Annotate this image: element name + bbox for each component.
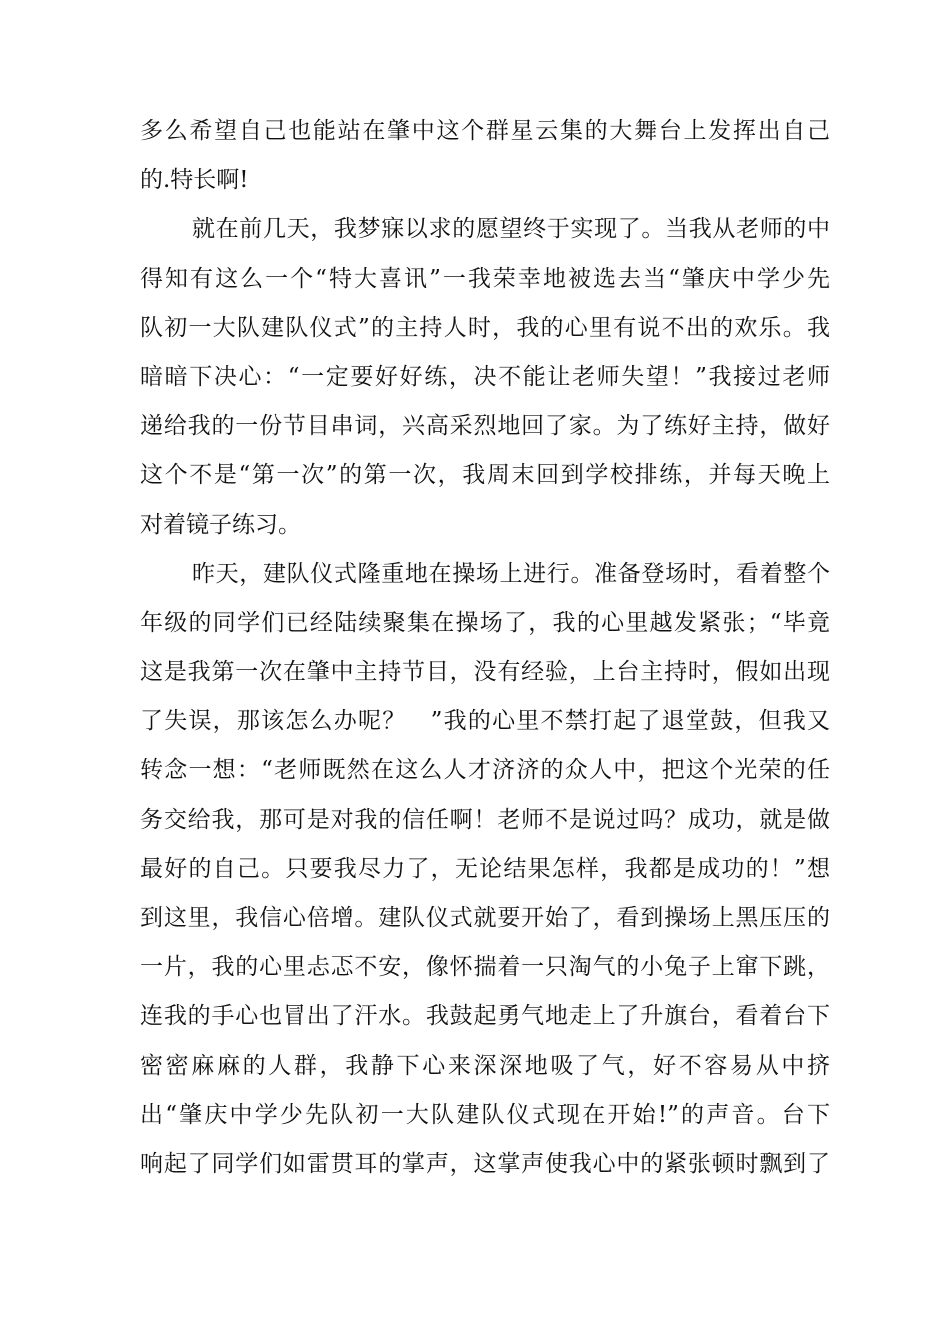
text-line: 的.特长啊! — [140, 167, 249, 194]
text-line: 到这里，我信心倍增。建队仪式就要开始了，看到操场上黑压压的 — [140, 905, 830, 931]
body-text — [140, 107, 830, 1189]
text-line: 连我的手心也冒出了汗水。我鼓起勇气地走上了升旗台，看着台下 — [140, 1003, 830, 1030]
text-line: 出“肇庆中学少先队初一大队建队仪式现在开始!”的声音。台下 — [140, 1101, 830, 1128]
text-line: 这是我第一次在肇中主持节目，没有经验，上台主持时，假如出现 — [140, 659, 830, 686]
text-line: 了失误，那该怎么办呢？ ”我的心里不禁打起了退堂鼓，但我又 — [140, 708, 830, 735]
text-line: 队初一大队建队仪式”的主持人时，我的心里有说不出的欢乐。我 — [140, 314, 830, 341]
text-line: 得知有这么一个“特大喜讯”一我荣幸地被选去当“肇庆中学少先 — [140, 265, 830, 292]
text-line: 这个不是“第一次”的第一次，我周末回到学校排练，并每天晚上 — [140, 462, 830, 489]
text-line: 一片，我的心里忐忑不安，像怀揣着一只淘气的小兔子上窜下跳， — [140, 954, 830, 981]
text-line: 响起了同学们如雷贯耳的掌声，这掌声使我心中的紧张顿时飘到了 — [140, 1150, 830, 1177]
paragraph-first-line: 昨天，建队仪式隆重地在操场上进行。准备登场时，看着整个 — [192, 560, 830, 587]
paragraph-first-line: 就在前几天，我梦寐以求的愿望终于实现了。当我从老师的中 — [192, 216, 830, 243]
text-line: 暗暗下决心：“一定要好好练，决不能让老师失望！”我接过老师 — [140, 363, 830, 390]
text-line: 转念一想：“老师既然在这么人才济济的众人中，把这个光荣的任 — [140, 757, 830, 784]
text-line: 对着镜子练习。 — [140, 511, 301, 538]
text-line: 密密麻麻的人群，我静下心来深深地吸了气，好不容易从中挤 — [140, 1052, 830, 1079]
text-line: 最好的自己。只要我尽力了，无论结果怎样，我都是成功的！”想 — [140, 855, 830, 882]
text-line: 务交给我，那可是对我的信任啊！老师不是说过吗？成功，就是做 — [140, 806, 830, 833]
text-line: 递给我的一份节目串词，兴高采烈地回了家。为了练好主持，做好 — [140, 413, 830, 440]
text-line: 年级的同学们已经陆续聚集在操场了，我的心里越发紧张；“毕竟 — [140, 609, 830, 636]
text-line: 多么希望自己也能站在肇中这个群星云集的大舞台上发挥出自己 — [140, 118, 830, 144]
